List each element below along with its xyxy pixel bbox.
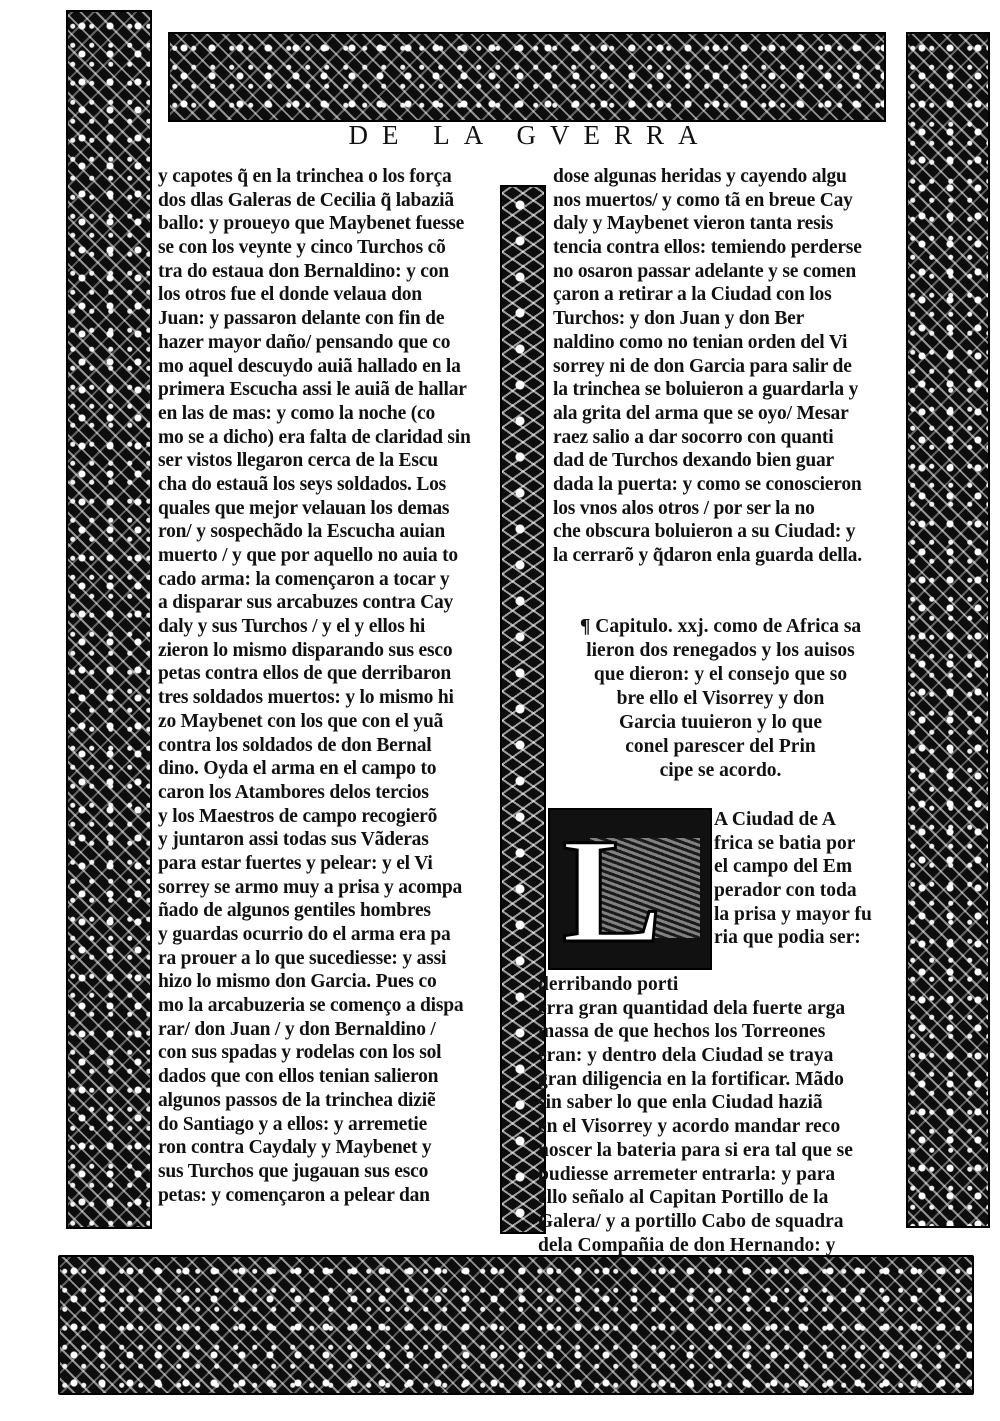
text-line: dos dlas Galeras de Cecilia q̃ labaziã: [158, 189, 454, 211]
text-line: los otros fue el donde velaua don: [158, 284, 422, 306]
text-line: dados que con ellos tenian salieron: [158, 1066, 439, 1088]
text-line: y los Maestros de campo recogierõ: [158, 805, 438, 827]
text-line: nos muertos/ y como tã en breue Cay: [553, 189, 853, 211]
text-line: dela Compañia de don Hernando: y: [538, 1234, 836, 1256]
text-line: derribando porti: [538, 974, 679, 995]
text-line: zieron lo mismo disparando sus esco: [158, 639, 453, 661]
text-line: çaron a retirar a la Ciudad con los: [553, 284, 832, 306]
text-line: pudiesse arremeter entrarla: y para: [538, 1163, 836, 1185]
text-line: la cerrarõ y q̃daron enla guarda della.: [553, 545, 862, 566]
text-line: che obscura boluieron a su Ciudad: y: [553, 521, 856, 543]
text-line: mo aquel descuydo auiã hallado en la: [158, 355, 461, 377]
right-text-column-top: [553, 165, 893, 568]
text-line: algunos passos de la trinchea diziẽ: [158, 1089, 436, 1111]
text-line: se con los veynte y cinco Turchos cõ: [158, 237, 446, 259]
text-line: los vnos alos otros / por ser la no: [553, 497, 815, 519]
drop-cap-letter: L: [562, 808, 663, 974]
text-line: ron/ y sospechãdo la Escucha auian: [158, 521, 446, 543]
text-line: Turchos: y don Juan y don Ber: [553, 308, 805, 330]
text-line: ala grita del arma que se oyo/ Mesar: [553, 402, 849, 424]
text-line: ballo: y proueyo que Maybenet fuesse: [158, 213, 465, 235]
text-line: ron contra Caydaly y Maybenet y: [158, 1137, 432, 1159]
text-line: ser vistos llegaron cerca de la Escu: [158, 450, 438, 472]
text-line: primera Escucha assi le auiã de hallar: [158, 379, 467, 401]
text-line: la trinchea se boluieron a guardarla y: [553, 379, 859, 401]
text-line: muerto / y que por aquello no auia to: [158, 545, 458, 566]
heading-line: conel parescer del Prin: [625, 736, 816, 757]
text-line: cha do estauã los seys soldados. Los: [158, 473, 447, 495]
text-line: caron los Atambores delos tercios: [158, 781, 429, 803]
heading-line: que dieron: y el consejo que so: [593, 664, 848, 685]
text-line: la prisa y mayor fu: [714, 903, 872, 925]
heading-line: lieron dos renegados y los auisos: [586, 640, 855, 661]
text-line: dose algunas heridas y cayendo algu: [553, 166, 847, 187]
text-line: naldino como no tenian orden del Vi: [553, 331, 848, 353]
text-line: tres soldados muertos: y lo mismo hi: [158, 687, 454, 709]
text-line: daly y Maybenet vieron tanta resis: [553, 213, 834, 235]
text-line: ello señalo al Capitan Portillo de la: [538, 1187, 829, 1209]
text-line: con sus spadas y rodelas con los sol: [158, 1042, 442, 1064]
text-line: ria que podia ser:: [714, 927, 861, 949]
decorated-initial: [548, 808, 712, 974]
text-line: erra gran quantidad dela fuerte arga: [538, 997, 846, 1019]
text-line: el campo del Em: [714, 856, 853, 878]
text-line: zo Maybenet con los que con el yuã: [158, 710, 444, 732]
text-line: quales que mejor velauan los demas: [158, 497, 450, 519]
text-line: no osaron passar adelante y se comen: [553, 260, 857, 282]
text-line: petas: y començaron a pelear dan: [158, 1184, 430, 1206]
text-line: gran diligencia en la fortificar. Mãdo: [538, 1068, 844, 1090]
top-ornamental-border: [168, 32, 886, 122]
heading-line: Garcia tuuieron y lo que: [619, 712, 822, 733]
text-line: para estar fuertes y pelear: y el Vi: [158, 852, 433, 874]
text-line: Juan: y passaron delante con fin de: [158, 308, 445, 330]
text-line: mo se a dicho) era falta de claridad sin: [158, 426, 471, 448]
text-line: eran: y dentro dela Ciudad se traya: [538, 1045, 834, 1067]
text-line: dada la puerta: y como se conoscieron: [553, 473, 862, 495]
text-line: en el Visorrey y acordo mandar reco: [538, 1116, 841, 1138]
text-line: massa de que hechos los Torreones: [538, 1021, 826, 1043]
text-line: mo la arcabuzeria se començo a dispa: [158, 995, 464, 1017]
right-text-column-bottom: [538, 973, 893, 1257]
text-line: hizo lo mismo don Garcia. Pues co: [158, 971, 437, 993]
text-line: contra los soldados de don Bernal: [158, 734, 432, 756]
text-line: do Santiago y a ellos: y arremetie: [158, 1113, 428, 1135]
right-text-beside-initial: [714, 808, 894, 950]
text-line: rar/ don Juan / y don Bernaldino /: [158, 1018, 436, 1040]
text-line: y capotes q̃ en la trinchea o los força: [158, 166, 452, 187]
text-line: a disparar sus arcabuzes contra Cay: [158, 592, 454, 614]
left-text-column: [158, 165, 496, 1207]
running-head: DE LA GVERRA: [348, 120, 712, 150]
heading-line: bre ello el Visorrey y don: [616, 688, 825, 709]
text-line: y guardas ocurrio do el arma era pa: [158, 924, 451, 945]
text-line: frica se batia por: [714, 832, 856, 854]
heading-line: ¶ Capitulo. xxj. como de Africa sa: [579, 616, 862, 637]
text-line: tra do estaua don Bernaldino: y con: [158, 260, 449, 282]
chapter-heading: [548, 615, 893, 783]
right-ornamental-border: [906, 32, 990, 1228]
text-line: daly y sus Turchos / y el y ellos hi: [158, 616, 426, 638]
text-line: tencia contra ellos: temiendo perderse: [553, 237, 862, 259]
left-ornamental-border: [66, 10, 152, 1229]
text-line: A Ciudad de A: [714, 809, 836, 830]
text-line: en las de mas: y como la noche (co: [158, 402, 435, 424]
text-line: y juntaron assi todas sus Vãderas: [158, 829, 429, 851]
text-line: petas contra ellos de que derribaron: [158, 663, 452, 685]
text-line: ñado de algunos gentiles hombres: [158, 900, 431, 922]
text-line: dino. Oyda el arma en el campo to: [158, 758, 437, 780]
text-line: noscer la bateria para si era tal que se: [538, 1139, 853, 1161]
text-line: sorrey se armo muy a prisa y acompa: [158, 876, 463, 898]
text-line: sus Turchos que jugauan sus esco: [158, 1160, 429, 1182]
text-line: raez salio a dar socorro con quanti: [553, 426, 834, 448]
text-line: perador con toda: [714, 880, 857, 902]
heading-line: cipe se acordo.: [659, 760, 782, 781]
text-line: Galera/ y a portillo Cabo de squadra: [538, 1210, 844, 1232]
text-line: hazer mayor daño/ pensando que co: [158, 331, 451, 353]
text-line: sorrey ni de don Garcia para salir de: [553, 355, 852, 377]
text-line: ra prouer a lo que sucediesse: y assi: [158, 947, 447, 969]
bottom-ornamental-border: [58, 1255, 974, 1395]
text-line: dad de Turchos dexando bien guar: [553, 450, 834, 472]
text-line: cado arma: la començaron a tocar y: [158, 568, 450, 590]
text-line: sin saber lo que enla Ciudad haziã: [538, 1092, 823, 1114]
